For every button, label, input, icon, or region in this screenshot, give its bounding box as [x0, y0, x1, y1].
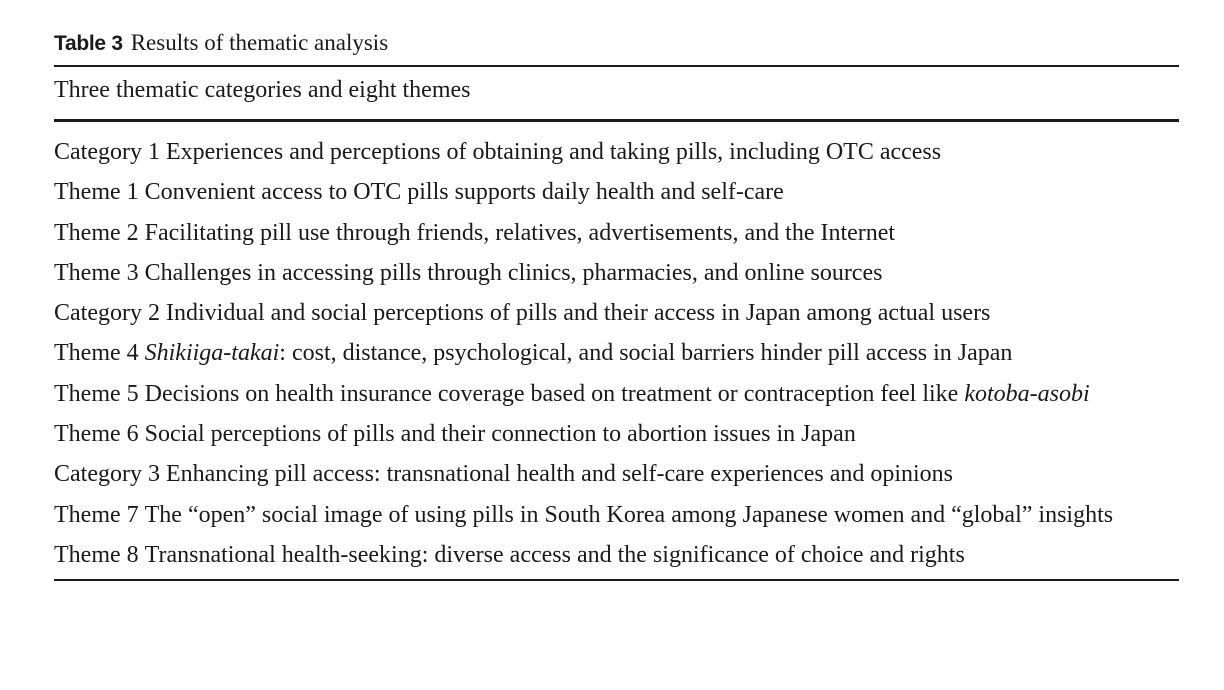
row-label: Theme 3: [54, 259, 139, 286]
table-row: [54, 378, 1179, 410]
row-text: Experiences and perceptions of obtaining and taking pills, including OTC access: [165, 139, 942, 165]
row-text: Individual and social perceptions of pills and their access in Japan among actual users: [165, 300, 991, 327]
table-row: [54, 337, 1179, 369]
bottom-rule: [54, 579, 1179, 581]
row-label: Theme 4: [54, 340, 139, 367]
table-body: [54, 122, 1179, 579]
row-text: Decisions on health insurance coverage based on treatment or contraception feel like: [144, 380, 965, 407]
row-label: Theme 1: [54, 179, 139, 206]
table-caption: [54, 27, 1179, 65]
table-row: [54, 458, 1179, 490]
row-italic-term: kotoba-asobi: [964, 380, 1090, 407]
row-label: Category 1: [54, 139, 160, 165]
row-italic-term: Shikiiga-takai: [144, 340, 280, 367]
row-text: The “open” social image of using pills in South Korea among Japanese women and “global” insights: [144, 501, 1114, 528]
results-table: [54, 27, 1179, 581]
row-label: Theme 8: [54, 541, 139, 568]
table-label: Table 3: [54, 32, 123, 55]
row-label: Theme 2: [54, 219, 139, 246]
table-header: Three thematic categories and eight themes: [54, 77, 471, 103]
table-row: [54, 418, 1179, 450]
table-row: [54, 499, 1179, 531]
row-label: Theme 6: [54, 421, 139, 448]
row-text: Enhancing pill access: transnational health and self-care experiences and opinions: [165, 461, 954, 488]
table-row: [54, 176, 1179, 208]
table-row: [54, 257, 1179, 289]
table-title: Results of thematic analysis: [130, 30, 389, 55]
row-label: Theme 5: [54, 380, 139, 407]
row-label: Category 2: [54, 300, 160, 327]
row-label: Category 3: [54, 461, 160, 488]
table-row: [54, 297, 1179, 329]
row-label: Theme 7: [54, 501, 139, 528]
row-text: : cost, distance, psychological, and social barriers hinder pill access in Japan: [279, 340, 1013, 367]
table-row: [54, 539, 1179, 571]
table-row: [54, 217, 1179, 249]
row-text: Challenges in accessing pills through clinics, pharmacies, and online sources: [144, 259, 883, 286]
row-text: Convenient access to OTC pills supports daily health and self-care: [144, 179, 784, 206]
row-text: Transnational health-seeking: diverse access and the significance of choice and rights: [144, 541, 965, 568]
row-text: Facilitating pill use through friends, relatives, advertisements, and the Internet: [144, 219, 896, 246]
table-row: [54, 136, 1179, 168]
row-text: Social perceptions of pills and their connection to abortion issues in Japan: [144, 421, 856, 448]
